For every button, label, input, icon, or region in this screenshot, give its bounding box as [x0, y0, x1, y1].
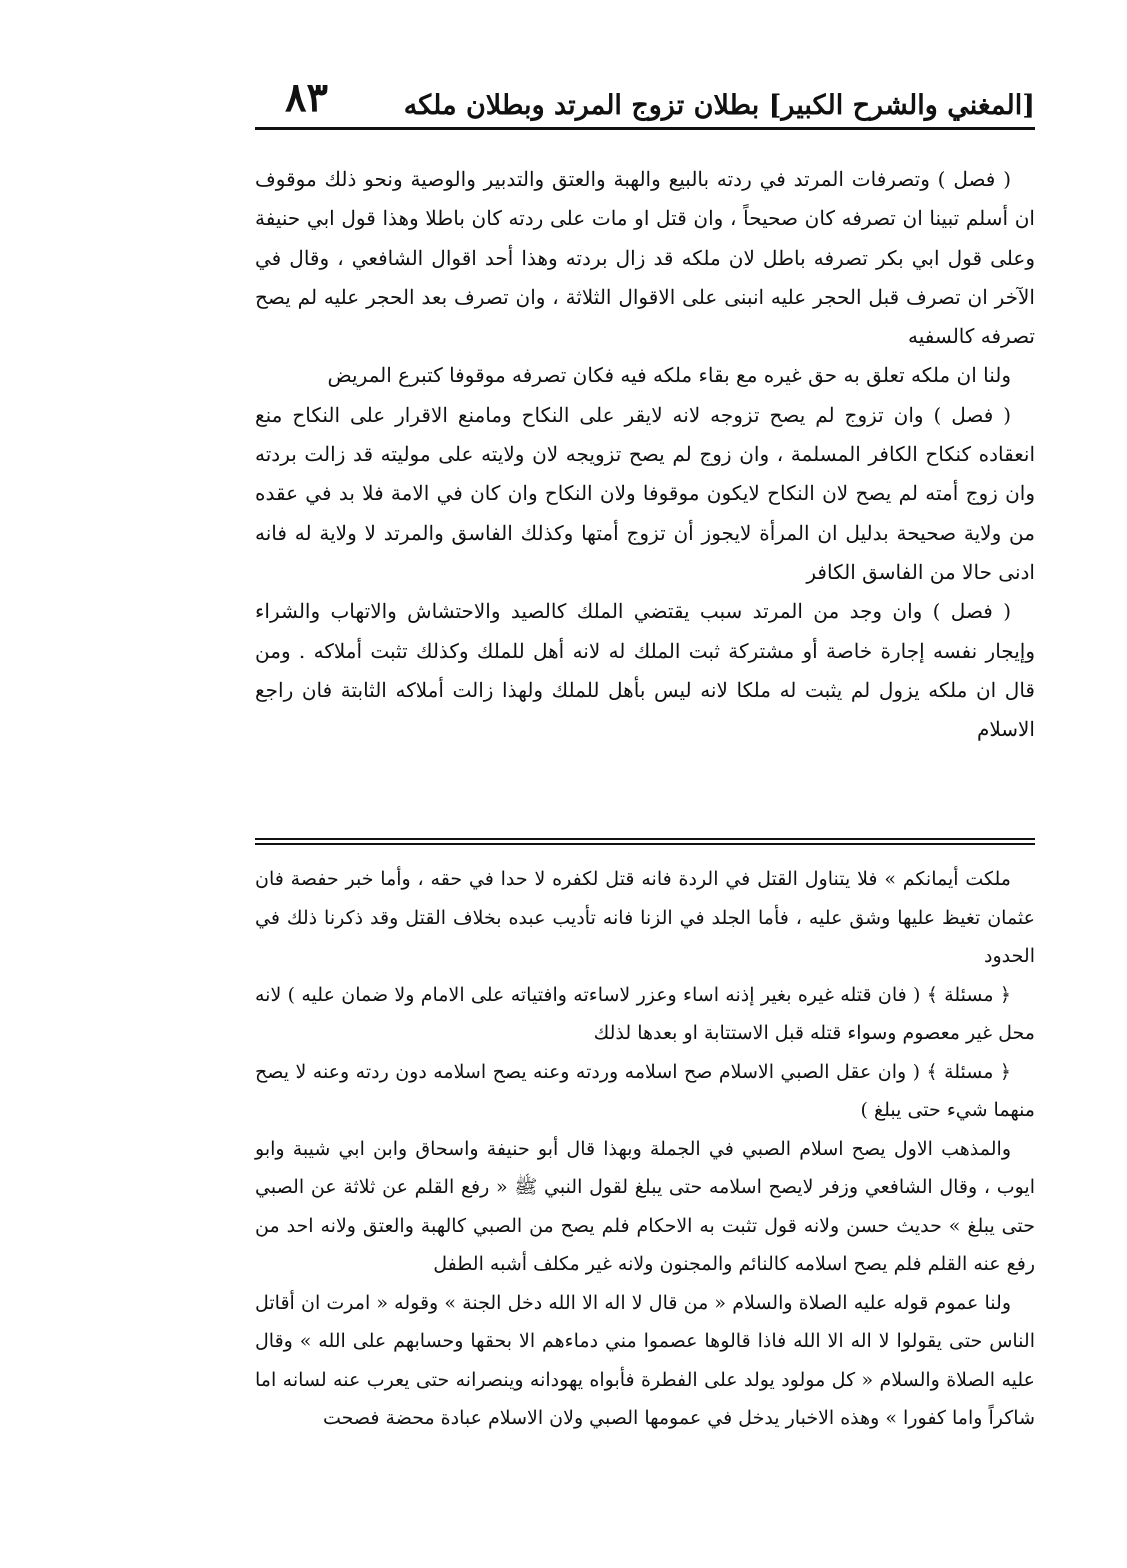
running-header — [255, 70, 1035, 130]
paragraph-walana-milk: ولنا ان ملكه تعلق به حق غيره مع بقاء ملكه فيه فكان تصرفه موقوفا كتبرع المريض — [327, 363, 1011, 388]
paragraph-masala-qatl: ﴿ مسئلة ﴾ ( فان قتله غيره بغير إذنه اساء وعزر لاساءته وافتياته على الامام ولا ضمان عليه ) لانه محل غير معصوم وسواء قتله قبل الاستتابة او بعدها لذلك — [255, 983, 1035, 1044]
paragraph-madhhab: والمذهب الاول يصح اسلام الصبي في الجملة وبهذا قال أبو حنيفة واسحاق وابن ابي شيبة وابو ايوب ، وقال الشافعي وزفر لايصح اسلامه حتى يبلغ لقول النبي ﷺ « رفع القلم عن ثلاثة عن الصبي حتى يبلغ » حديث حسن ولانه قول تثبت به الاحكام فلم يصح من الصبي كالهبة والعتق ولانه احد من رفع عنه القلم فلم يصح اسلامه كالنائم والمجنون ولانه غير مكلف أشبه الطفل — [255, 1137, 1035, 1275]
paragraph-sharh-1: ملكت أيمانكم » فلا يتناول القتل في الردة فانه قتل لكفره لا حدا في حقه ، وأما خبر حفصة فان عثمان تغيظ عليها وشق عليه ، فأما الجلد في الزنا فانه تأديب عبده بخلاف القتل وقد ذكرنا ذلك في الحدود — [255, 868, 1035, 967]
paragraph-fasl-milk: ( فصل ) وان وجد من المرتد سبب يقتضي الملك كالصيد والاحتشاش والاتهاب والشراء وإيجار نفسه إجارة خاصة أو مشتركة ثبت الملك له لانه أهل للملك وكذلك تثبت أملاكه . ومن قال ان ملكه يزول لم يثبت له ملكا لانه ليس بأهل للملك ولهذا زالت أملاكه الثابتة فان راجع الاسلام — [255, 599, 1035, 742]
section-divider — [255, 838, 1035, 845]
main-text — [255, 160, 1035, 749]
paragraph-fasl-tasarrufat: ( فصل ) وتصرفات المرتد في ردته بالبيع والهبة والعتق والتدبير والوصية ونحو ذلك موقوف ان أسلم تبينا ان تصرفه كان صحيحاً ، وان قتل او مات على ردته كان باطلا وهذا قول ابي حنيفة وعلى قول ابي بكر تصرفه باطل لان ملكه قد زال بردته وهذا أحد اقوال الشافعي ، وقال في الآخر ان تصرف قبل الحجر عليه انبنى على الاقوال الثلاثة ، وان تصرف بعد الحجر عليه لم يصح تصرفه كالسفيه — [255, 167, 1035, 349]
book-page — [255, 70, 1035, 1490]
paragraph-masala-sabi: ﴿ مسئلة ﴾ ( وان عقل الصبي الاسلام صح اسلامه وردته وعنه يصح اسلامه دون ردته وعنه لا يصح منهما شيء حتى يبلغ ) — [255, 1060, 1035, 1121]
header-title: [المغني والشرح الكبير] بطلان تزوج المرتد وبطلان ملكه — [403, 90, 1035, 121]
paragraph-walana-umum: ولنا عموم قوله عليه الصلاة والسلام « من قال لا اله الا الله دخل الجنة » وقوله « امرت ان أقاتل الناس حتى يقولوا لا اله الا الله فاذا قالوها عصموا مني دماءهم الا بحقها وحسابهم على الله » وقال عليه الصلاة والسلام « كل مولود يولد على الفطرة فأبواه يهودانه وينصرانه حتى يعرب عنه لسانه اما شاكراً واما كفورا » وهذه الاخبار يدخل في عمومها الصبي ولان الاسلام عبادة محضة فصحت — [255, 1291, 1035, 1429]
sharh-text — [255, 860, 1035, 1438]
page-number: ٨٣ — [285, 74, 328, 121]
paragraph-fasl-tazawwuj: ( فصل ) وان تزوج لم يصح تزوجه لانه لايقر على النكاح ومامنع الاقرار على النكاح منع انعقاده كنكاح الكافر المسلمة ، وان زوج لم يصح تزويجه لان ولايته على موليته قد زالت بردته وان زوج أمته لم يصح لان النكاح لايكون موقوفا ولان النكاح وان كان في الامة فلا بد في عقده من ولاية صحيحة بدليل ان المرأة لايجوز أن تزوج أمتها وكذلك الفاسق والمرتد لا ولاية له فانه ادنى حالا من الفاسق الكافر — [255, 402, 1035, 584]
